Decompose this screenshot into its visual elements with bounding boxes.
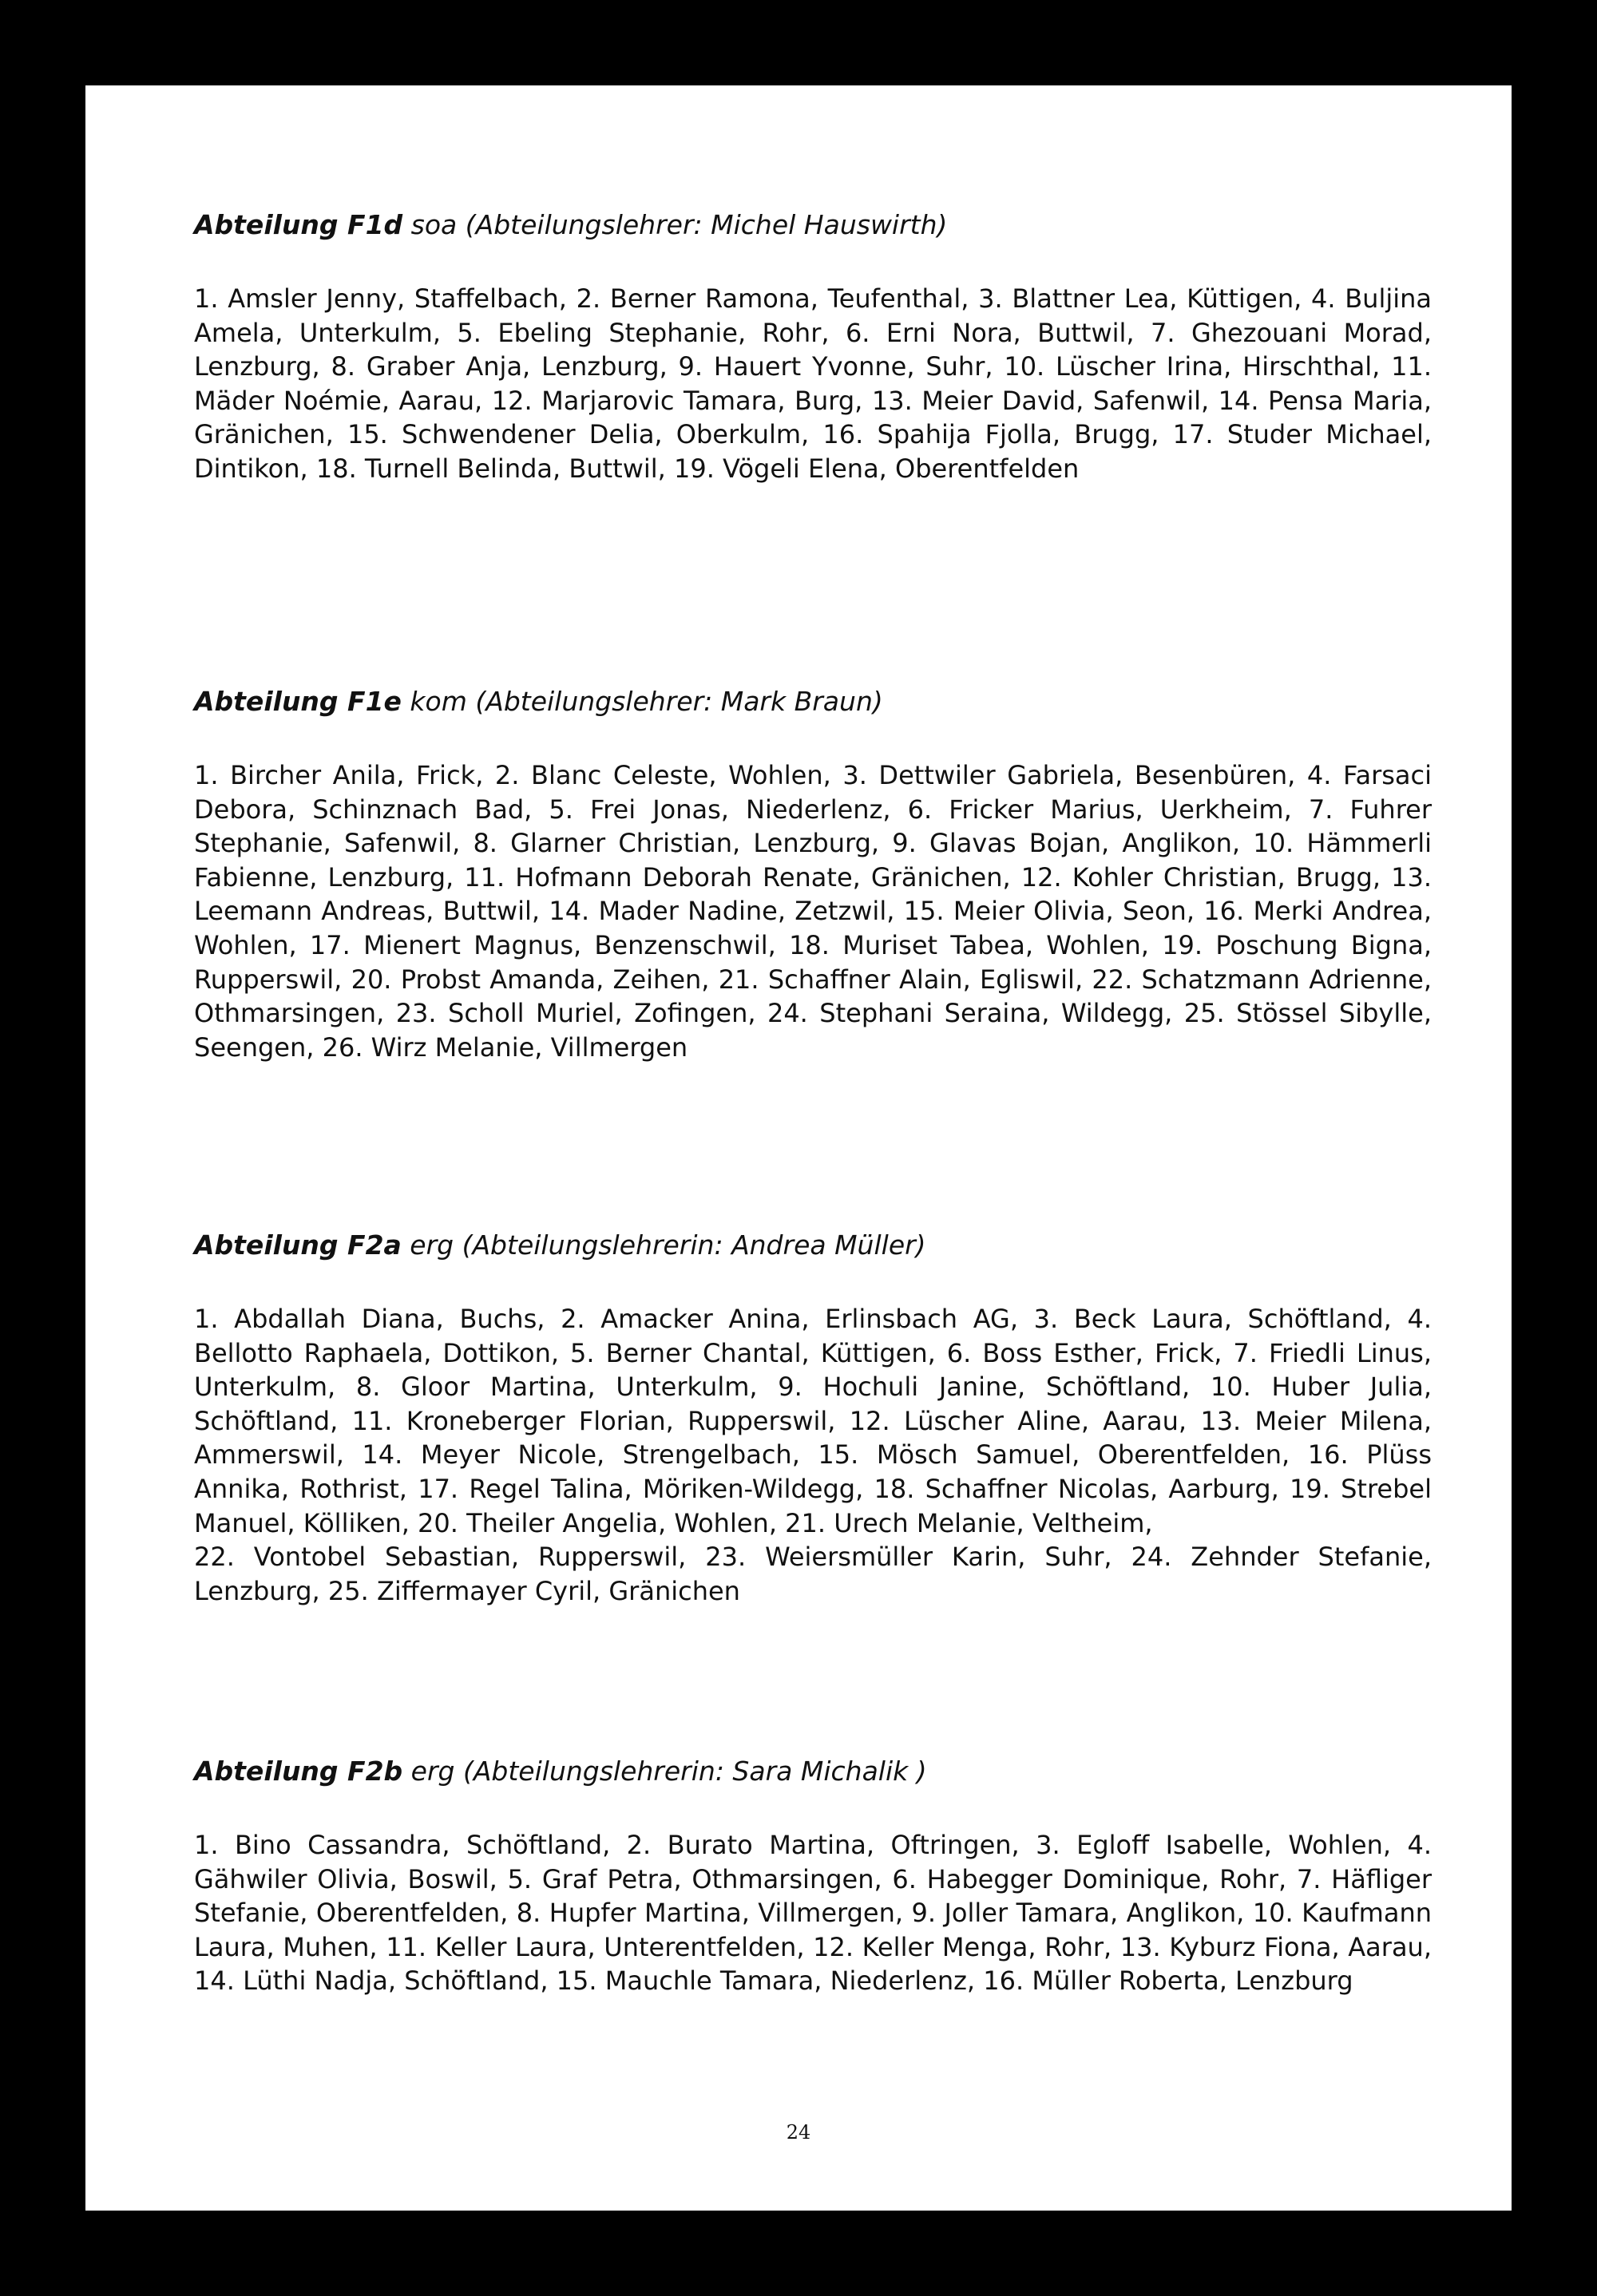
section-f2a — [194, 1229, 1432, 1608]
student-list: 1. Bino Cassandra, Schöftland, 2. Burato Martina, Oftringen, 3. Egloff Isabelle, Wohlen, 4. Gähwiler Olivia, Boswil, 5. Graf Petra, Othmarsingen, 6. Habegger Dominique, Rohr, 7. Häfliger Stefanie, Oberentfelden, 8. Hupfer Martina, Villmergen, 9. Joller Tamara, Anglikon, 10. Kaufmann Laura, Muhen, 11. Keller Laura, Unterentfelden, 12. Keller Menga, Rohr, 13. Kyburz Fiona, Aarau, 14. Lüthi Nadja, Schöftland, 15. Mauchle Tamara, Niederlenz, 16. Müller Roberta, Lenzburg — [194, 1830, 1432, 1997]
section-heading — [194, 209, 1432, 241]
section-f1d — [194, 209, 1432, 486]
class-teacher: erg (Abteilungslehrerin: Andrea Müller) — [401, 1229, 926, 1261]
class-teacher: soa (Abteilungslehrer: Michel Hauswirth) — [402, 209, 948, 240]
page-number: 24 — [786, 2121, 811, 2144]
section-f2b — [194, 1756, 1432, 1998]
student-list: 1. Amsler Jenny, Staffelbach, 2. Berner Ramona, Teufenthal, 3. Blattner Lea, Küttigen, 4. Buljina Amela, Unterkulm, 5. Ebeling Stephanie, Rohr, 6. Erni Nora, Buttwil, 7. Ghezouani Morad, Lenzburg, 8. Graber Anja, Lenzburg, 9. Hauert Yvonne, Suhr, 10. Lüscher Irina, Hirschthal, 11. Mäder Noémie, Aarau, 12. Marjarovic Tamara, Burg, 13. Meier David, Safenwil, 14. Pensa Maria, Gränichen, 15. Schwendener Delia, Oberkulm, 16. Spahija Fjolla, Brugg, 17. Studer Michael, Dintikon, 18. Turnell Belinda, Buttwil, 19. Vögeli Elena, Oberentfelden — [194, 283, 1432, 484]
section-heading — [194, 1756, 1432, 1787]
class-teacher: kom (Abteilungslehrer: Mark Braun) — [401, 686, 883, 717]
section-heading — [194, 686, 1432, 718]
student-list: 1. Bircher Anila, Frick, 2. Blanc Celeste, Wohlen, 3. Dettwiler Gabriela, Besenbüren, 4. Farsaci Debora, Schinznach Bad, 5. Frei Jonas, Niederlenz, 6. Fricker Marius, Uerkheim, 7. Fuhrer Stephanie, Safenwil, 8. Glarner Christian, Lenzburg, 9. Glavas Bojan, Anglikon, 10. Hämmerli Fabienne, Lenzburg, 11. Hofmann Deborah Renate, Gränichen, 12. Kohler Christian, Brugg, 13. Leemann Andreas, Buttwil, 14. Mader Nadine, Zetzwil, 15. Meier Olivia, Seon, 16. Merki Andrea, Wohlen, 17. Mienert Magnus, Benzenschwil, 18. Muriset Tabea, Wohlen, 19. Poschung Bigna, Rupperswil, 20. Probst Amanda, Zeihen, 21. Schaffner Alain, Egliswil, 22. Schatzmann Adrienne, Othmarsingen, 23. Scholl Muriel, Zofingen, 24. Stephani Seraina, Wildegg, 25. Stössel Sibylle, Seengen, 26. Wirz Melanie, Villmergen — [194, 760, 1432, 1063]
class-teacher: erg (Abteilungslehrerin: Sara Michalik ) — [402, 1756, 927, 1787]
class-code: Abteilung F1d — [194, 209, 403, 240]
section-heading — [194, 1229, 1432, 1261]
student-list: 1. Abdallah Diana, Buchs, 2. Amacker Anina, Erlinsbach AG, 3. Beck Laura, Schöftland, 4. Bellotto Raphaela, Dottikon, 5. Berner Chantal, Küttigen, 6. Boss Esther, Frick, 7. Friedli Linus, Unterkulm, 8. Gloor Martina, Unterkulm, 9. Hochuli Janine, Schöftland, 10. Huber Julia, Schöftland, 11. Kroneberger Florian, Rupperswil, 12. Lüscher Aline, Aarau, 13. Meier Milena, Ammerswil, 14. Meyer Nicole, Strengelbach, 15. Mösch Samuel, Oberentfelden, 16. Plüss Annika, Rothrist, 17. Regel Talina, Möriken-Wildegg, 18. Schaffner Nicolas, Aarburg, 19. Strebel Manuel, Kölliken, 20. Theiler Angelia, Wohlen, 21. Urech Melanie, Veltheim, 22. Vontobel Sebastian, Rupperswil, 23. Weiersmüller Karin, Suhr, 24. Zehnder Stefanie, Lenzburg, 25. Ziffermayer Cyril, Gränichen — [194, 1304, 1432, 1606]
class-code: Abteilung F2a — [194, 1229, 402, 1261]
class-code: Abteilung F1e — [194, 686, 402, 717]
class-code: Abteilung F2b — [194, 1756, 403, 1787]
section-f1e — [194, 686, 1432, 1064]
